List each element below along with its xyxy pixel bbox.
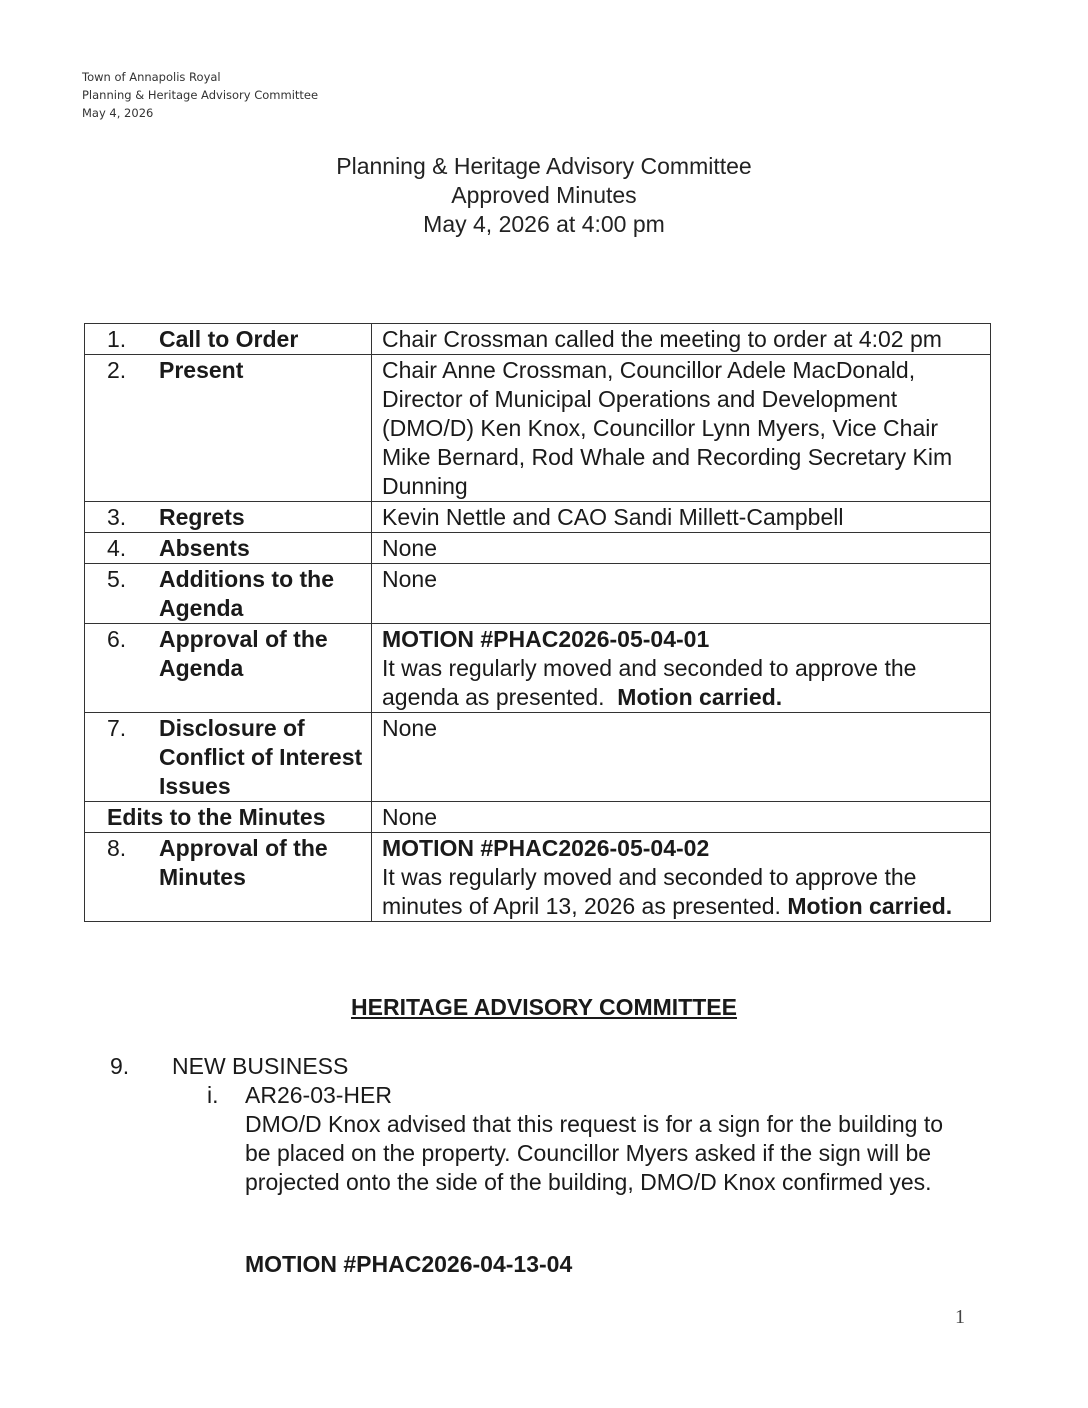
sub-item-text: DMO/D Knox advised that this request is for a sign for the building to be placed on the property. Councillor Myers asked if the sign will be projected onto the side of the building, DMO/D Knox confirmed yes. [245, 1111, 944, 1195]
item-content: None [382, 535, 437, 561]
page-title [0, 152, 1088, 239]
header-committee: Planning & Heritage Advisory Committee [82, 88, 319, 102]
item-label: Present [159, 357, 244, 383]
item-number: 2. [107, 357, 127, 383]
motion-number: MOTION #PHAC2026-05-04-01 [382, 626, 710, 652]
motion-result: Motion carried. [787, 893, 953, 919]
sub-item-label: AR26-03-HER [245, 1082, 392, 1108]
table-row [85, 502, 991, 533]
table-row [85, 355, 991, 502]
item-label: Edits to the Minutes [107, 804, 326, 830]
title-approved-minutes: Approved Minutes [451, 182, 637, 208]
motion-number: MOTION #PHAC2026-05-04-02 [382, 835, 710, 861]
new-business-number: 9. [110, 1053, 130, 1079]
page-number: 1 [955, 1306, 965, 1328]
item-label: Absents [159, 535, 250, 561]
item-content: Chair Anne Crossman, Councillor Adele MacDonald, Director of Municipal Operations and Development (DMO/D) Ken Knox, Councillor Lynn Myers, Vice Chair Mike Bernard, Rod Whale and Recording Secretary Kim Dunning [382, 357, 953, 499]
table-row [85, 533, 991, 564]
minutes-table [84, 323, 991, 922]
item-label: Disclosure of Conflict of Interest Issues [159, 715, 363, 799]
item-label: Approval of the Minutes [159, 835, 328, 890]
item-number: 8. [107, 835, 127, 861]
new-business-label: NEW BUSINESS [172, 1053, 349, 1079]
title-date: May 4, 2026 at 4:00 pm [423, 211, 665, 237]
document-header [82, 68, 318, 122]
table-row [85, 624, 991, 713]
table-row [85, 564, 991, 624]
header-town: Town of Annapolis Royal [82, 70, 221, 84]
sub-item-number: i. [207, 1082, 219, 1108]
item-number: 3. [107, 504, 127, 530]
table-row [85, 833, 991, 922]
item-label: Regrets [159, 504, 245, 530]
table-row [85, 713, 991, 802]
item-content: It was regularly moved and seconded to approve the minutes of April 13, 2026 as presented. [382, 864, 917, 919]
motion-number: MOTION #PHAC2026-04-13-04 [245, 1251, 573, 1277]
section-title: HERITAGE ADVISORY COMMITTEE [351, 994, 737, 1020]
item-label: Approval of the Agenda [159, 626, 328, 681]
item-content: None [382, 566, 437, 592]
item-number: 5. [107, 566, 127, 592]
item-number: 4. [107, 535, 127, 561]
item-content: None [382, 715, 437, 741]
motion-result: Motion carried. [617, 684, 783, 710]
item-content: Kevin Nettle and CAO Sandi Millett-Campbell [382, 504, 844, 530]
header-date: May 4, 2026 [82, 106, 154, 120]
item-number: 1. [107, 326, 127, 352]
item-number: 7. [107, 715, 127, 741]
item-label: Call to Order [159, 326, 299, 352]
item-label: Additions to the Agenda [159, 566, 335, 621]
table-row [85, 802, 991, 833]
title-committee: Planning & Heritage Advisory Committee [336, 153, 752, 179]
item-content: Chair Crossman called the meeting to order at 4:02 pm [382, 326, 942, 352]
item-number: 6. [107, 626, 127, 652]
table-row [85, 324, 991, 355]
item-content: It was regularly moved and seconded to approve the agenda as presented. [382, 655, 917, 710]
item-content: None [382, 804, 437, 830]
